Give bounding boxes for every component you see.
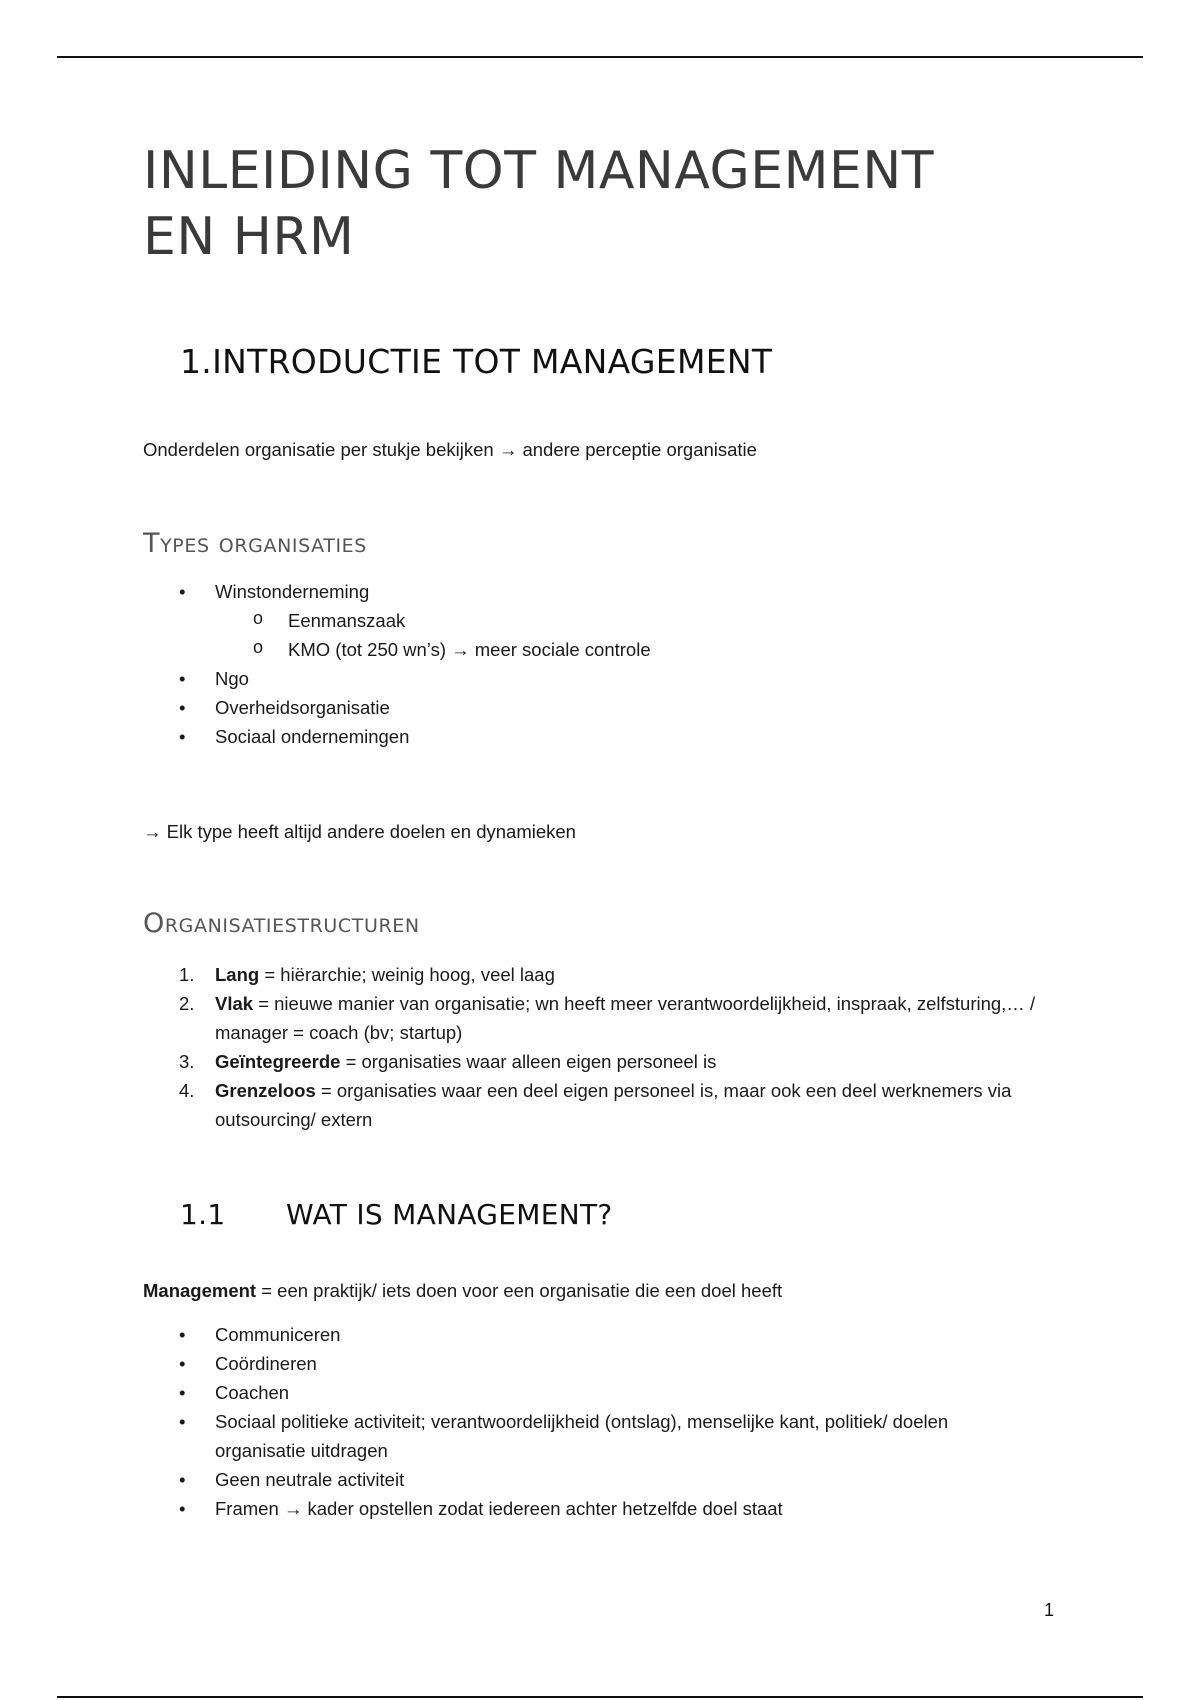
section-1-1-heading — [180, 1198, 613, 1231]
section-1-number: 1. — [180, 342, 213, 381]
types-heading: Types organisaties — [143, 528, 367, 559]
list-item: • Sociaal politieke activiteit; verantwoordelijkheid (ontslag), menselijke kant, politiek/ doelen organisatie uitdragen — [143, 1407, 1043, 1465]
list-item: • Ngo — [143, 664, 1063, 693]
list-item: 4. Grenzeloos = organisaties waar een deel eigen personeel is, maar ook een deel werknemers via outsourcing/ extern — [179, 1080, 1012, 1130]
bullet-icon: • — [179, 1498, 186, 1519]
bullet-icon: • — [179, 1324, 186, 1345]
list-item: 2. Vlak = nieuwe manier van organisatie; wn heeft meer verantwoordelijkheid, inspraak, zelfsturing,… / manager = coach (bv; startup) — [179, 993, 1036, 1043]
list-item: 1. Lang = hiërarchie; weinig hoog, veel laag — [179, 964, 555, 985]
sub-bullet-icon: o — [253, 608, 264, 628]
list-item: • Coachen — [143, 1378, 1043, 1407]
structures-list — [143, 960, 1043, 1134]
list-item: • Communiceren — [143, 1320, 1043, 1349]
structures-heading: Organisatiestructuren — [143, 908, 420, 939]
management-list — [143, 1320, 1043, 1523]
list-item: • Geen neutrale activiteit — [143, 1465, 1043, 1494]
list-item: 3. Geïntegreerde = organisaties waar alleen eigen personeel is — [179, 1051, 717, 1072]
bullet-icon: • — [179, 1382, 186, 1403]
document-title-line1: INLEIDING TOT MANAGEMENT — [143, 141, 935, 201]
list-item: • Framen → kader opstellen zodat iedereen achter hetzelfde doel staat — [143, 1494, 1043, 1523]
list-item: • Overheidsorganisatie — [143, 693, 1063, 722]
bullet-icon: • — [179, 697, 186, 718]
list-subitem: o KMO (tot 250 wn’s) → meer sociale controle — [143, 635, 1063, 664]
section-1-1-number: 1.1 — [180, 1198, 226, 1231]
section-1-title: INTRODUCTIE TOT MANAGEMENT — [212, 342, 773, 381]
definition-term: Management — [143, 1280, 257, 1301]
list-item: • Winstonderneming — [143, 577, 1063, 606]
types-list — [143, 577, 1063, 751]
document-title — [143, 138, 934, 270]
page-number: 1 — [1044, 1600, 1055, 1620]
definition-text: = een praktijk/ iets doen voor een organisatie die een doel heeft — [256, 1280, 783, 1301]
list-subitem: o Eenmanszaak — [143, 606, 1063, 635]
bullet-icon: • — [179, 668, 186, 689]
bullet-icon: • — [179, 1353, 186, 1374]
document-title-line2: EN HRM — [143, 207, 355, 267]
bullet-icon: • — [179, 1469, 186, 1490]
list-item: • Coördineren — [143, 1349, 1043, 1378]
section-1-intro: Onderdelen organisatie per stukje bekijken → andere perceptie organisatie — [143, 439, 757, 460]
list-item: • Sociaal ondernemingen — [143, 722, 1063, 751]
bullet-icon: • — [179, 726, 186, 747]
sub-bullet-icon: o — [253, 637, 264, 657]
management-definition — [143, 1276, 1043, 1305]
footer-rule — [57, 1696, 1143, 1698]
bullet-icon: • — [179, 1411, 186, 1432]
section-1-heading — [180, 342, 772, 381]
section-1-1-title: WAT IS MANAGEMENT? — [286, 1198, 613, 1231]
types-note: → Elk type heeft altijd andere doelen en dynamieken — [143, 821, 576, 842]
bullet-icon: • — [179, 581, 186, 602]
